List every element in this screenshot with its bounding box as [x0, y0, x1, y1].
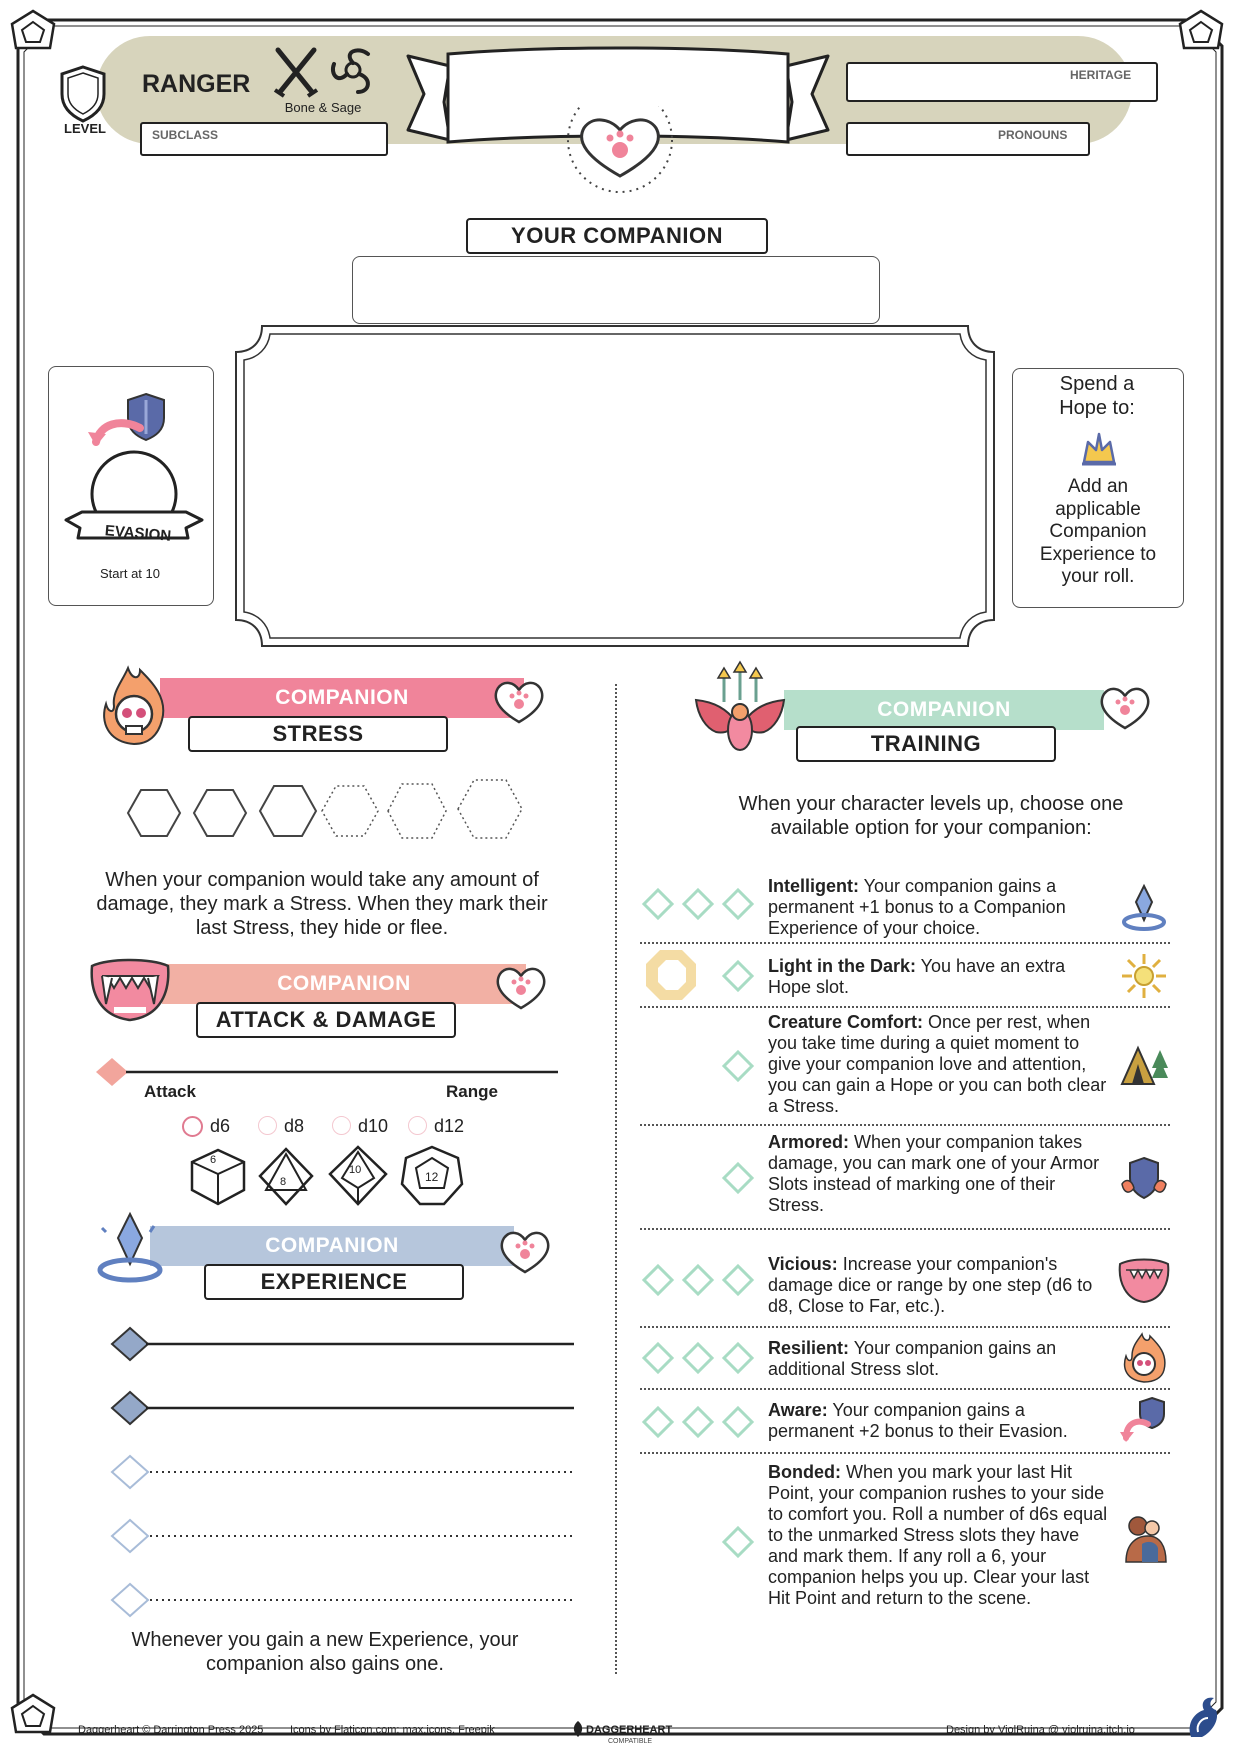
fangs-icon — [88, 956, 172, 1024]
phoenix-arrows-icon — [692, 660, 788, 760]
training-name: Intelligent: — [768, 876, 859, 896]
d10-face: 10 — [349, 1164, 362, 1176]
column-divider — [615, 684, 617, 1674]
footer-logo-text: DAGGERHEART — [586, 1724, 673, 1736]
stress-slot-extra — [458, 780, 522, 838]
experience-field-1[interactable] — [154, 1322, 572, 1344]
training-text: You have an extra Hope slot. — [768, 956, 1066, 997]
training-text: Your companion gains a permanent +2 bonus to their Evasion. — [768, 1400, 1068, 1441]
die-label-d10: d10 — [358, 1116, 389, 1136]
attack-title: ATTACK & DAMAGE — [196, 1002, 456, 1038]
training-text: When your companion takes damage, you can mark one of your Armor Slots instead of marking one of their Stress. — [768, 1132, 1100, 1215]
d6-face: 6 — [210, 1154, 217, 1166]
stress-slot — [194, 790, 246, 836]
hope-crown-icon — [1078, 428, 1120, 470]
attack-band: COMPANION — [162, 964, 526, 1004]
training-option-light-in-the-dark — [640, 944, 1170, 1008]
light-burst-icon — [1118, 950, 1170, 1002]
stress-slot-extra — [388, 784, 446, 838]
training-option-intelligent — [640, 874, 1170, 944]
experience-description: Whenever you gain a new Experience, your companion also gains one. — [131, 1629, 519, 1675]
evasion-label: EVASION — [104, 522, 172, 545]
d8-face: 8 — [280, 1176, 287, 1188]
stress-description: When your companion would take any amount of damage, they mark a Stress. When they mark their last Stress, they hide or flee. — [96, 869, 548, 939]
attack-label: Attack — [144, 1082, 196, 1101]
experience-band: COMPANION — [150, 1226, 514, 1266]
training-text: When you mark your last Hit Point, your companion rushes to your side to comfort you. Roll a number of d6s equal to the unmarked Stress slots they have and mark them. If any roll a 6, your companion helps you up. Clear your last Hit Point and return to the scene. — [768, 1462, 1108, 1608]
die-option-d12[interactable] — [408, 1116, 432, 1136]
stress-band: COMPANION — [160, 678, 524, 718]
companion-name-field[interactable] — [352, 256, 880, 324]
stress-slot — [260, 786, 316, 836]
class-name: RANGER — [142, 70, 251, 98]
companion-portrait-field[interactable] — [262, 346, 968, 626]
heart-paw-icon — [492, 964, 550, 1010]
training-checkboxes[interactable] — [640, 1340, 760, 1376]
training-option-vicious — [640, 1230, 1170, 1328]
training-checkboxes[interactable] — [640, 1160, 760, 1196]
range-label: Range — [446, 1082, 498, 1101]
die-label-d8: d8 — [284, 1116, 305, 1136]
training-text: Your companion gains a permanent +1 bonus to a Companion Experience of your choice. — [768, 876, 1066, 938]
companion-heart-paw-icon — [548, 106, 692, 202]
tent-campsite-icon — [1118, 1040, 1170, 1092]
bonded-hug-icon — [1118, 1512, 1170, 1564]
training-checkboxes[interactable] — [640, 1048, 760, 1084]
bone-domain-icon — [272, 46, 320, 100]
training-option-resilient — [640, 1328, 1170, 1390]
corner-die-icon — [8, 8, 58, 58]
stress-slot-extra — [322, 786, 378, 836]
die-option-d6[interactable] — [182, 1116, 210, 1136]
heart-paw-icon — [1096, 684, 1154, 730]
level-shield-icon — [58, 64, 108, 124]
training-name: Armored: — [768, 1132, 850, 1152]
training-option-aware — [640, 1390, 1170, 1454]
stress-track — [114, 776, 530, 850]
armored-shield-icon — [1118, 1154, 1170, 1206]
heart-paw-icon — [496, 1228, 554, 1274]
experience-field-2[interactable] — [154, 1386, 572, 1408]
training-intro: When your character levels up, choose one available option for your companion: — [738, 793, 1124, 839]
your-companion-title: YOUR COMPANION — [466, 218, 768, 254]
daggerheart-logo-icon — [570, 1720, 586, 1738]
experience-field-5[interactable] — [154, 1578, 572, 1600]
corner-die-icon — [1176, 8, 1226, 58]
training-option-creature-comfort — [640, 1008, 1170, 1126]
die-option-d8[interactable] — [258, 1116, 282, 1136]
subclass-label: SUBCLASS — [152, 128, 219, 142]
evasion-value-field[interactable] — [96, 456, 172, 532]
d12-face: 12 — [425, 1170, 439, 1184]
vicious-fangs-icon — [1118, 1256, 1170, 1308]
level-label: LEVEL — [64, 121, 106, 136]
training-checkboxes[interactable] — [640, 1262, 760, 1298]
training-checkboxes[interactable] — [640, 946, 760, 1004]
stress-title: STRESS — [188, 716, 448, 752]
training-checkboxes[interactable] — [640, 1524, 760, 1560]
training-checkboxes[interactable] — [640, 1404, 760, 1440]
footer-copyright: Daggerheart © Darrington Press 2025 — [78, 1724, 264, 1736]
resilient-skull-icon — [1118, 1332, 1170, 1384]
experience-title: EXPERIENCE — [204, 1264, 464, 1300]
training-name: Vicious: — [768, 1254, 838, 1274]
experience-field-3[interactable] — [154, 1450, 572, 1472]
training-checkboxes[interactable] — [640, 886, 760, 922]
footer-logo-sub: COMPATIBLE — [608, 1738, 653, 1745]
corner-die-icon — [8, 1692, 58, 1742]
experience-field-4[interactable] — [154, 1514, 572, 1536]
hope-spend-title: Spend a Hope to: — [1059, 373, 1135, 419]
training-text: Your companion gains an additional Stress slot. — [768, 1338, 1057, 1379]
training-text: Once per rest, when you take time during a quiet moment to give your companion love and attention, you can gain a Hope or you can both clear a Stress. — [768, 1012, 1107, 1116]
d10-icon — [326, 1144, 390, 1208]
training-band: COMPANION — [784, 690, 1104, 730]
die-option-d10[interactable] — [332, 1116, 356, 1136]
corner-dragon-logo-icon — [1176, 1692, 1226, 1742]
intelligent-crystal-icon — [1118, 882, 1170, 934]
domains-label: Bone & Sage — [284, 100, 362, 115]
training-title: TRAINING — [796, 726, 1056, 762]
stress-slot — [128, 790, 180, 836]
die-label-d12: d12 — [434, 1116, 465, 1136]
skull-fire-icon — [96, 662, 172, 746]
die-label-d6: d6 — [210, 1116, 231, 1136]
training-name: Aware: — [768, 1400, 828, 1420]
evasion-start-text: Start at 10 — [100, 566, 160, 581]
training-option-bonded — [640, 1454, 1170, 1634]
hope-spend-text: Add an applicable Companion Experience to your roll. — [1039, 476, 1157, 587]
footer-design-credit: Design by ViolRuina @ violruina.itch.io — [946, 1724, 1135, 1736]
training-name: Light in the Dark: — [768, 956, 916, 976]
attack-field[interactable] — [130, 1052, 550, 1076]
crystal-magic-icon — [92, 1208, 168, 1288]
sage-domain-icon — [328, 44, 378, 96]
training-name: Creature Comfort: — [768, 1012, 924, 1032]
heritage-label: HERITAGE — [1070, 68, 1132, 82]
training-option-armored — [640, 1126, 1170, 1230]
footer-icons-credit: Icons by Flaticon.com: max.icons, Freepik — [290, 1724, 495, 1736]
training-name: Bonded: — [768, 1462, 841, 1482]
pronouns-label: PRONOUNS — [998, 128, 1068, 142]
training-name: Resilient: — [768, 1338, 850, 1358]
heart-paw-icon — [490, 678, 548, 724]
d6-icon — [188, 1146, 248, 1208]
aware-shield-arrow-icon — [1118, 1394, 1170, 1446]
training-text: Increase your companion's damage dice or range by one step (d6 to d8, Close to Far, etc.). — [768, 1254, 1093, 1316]
